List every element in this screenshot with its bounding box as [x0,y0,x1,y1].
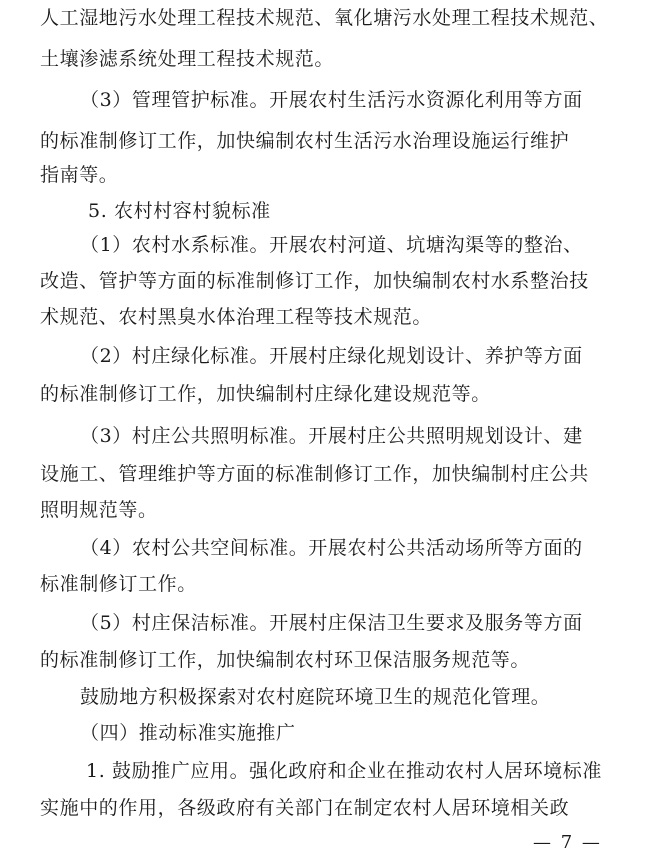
page-number: — 7 — [533,832,602,853]
text-line: 1. 鼓励推广应用。强化政府和企业在推动农村人居环境标准 [86,760,602,782]
text-line: （4）农村公共空间标准。开展农村公共活动场所等方面的 [80,537,583,559]
text-line: （5）村庄保洁标准。开展村庄保洁卫生要求及服务等方面 [80,612,583,634]
text-line: （1）农村水系标准。开展农村河道、坑塘沟渠等的整治、 [80,234,583,256]
text-line: 指南等。 [40,164,119,186]
text-line: 术规范、农村黑臭水体治理工程等技术规范。 [40,306,433,328]
section-heading: （四）推动标准实施推广 [80,722,296,744]
text-line: 实施中的作用，各级政府有关部门在制定农村人居环境相关政 [40,797,570,819]
text-line: 的标准制修订工作，加快编制农村生活污水治理设施运行维护 [40,130,570,152]
text-line: 土壤渗滤系统处理工程技术规范。 [40,48,335,70]
text-line: 人工湿地污水处理工程技术规范、氧化塘污水处理工程技术规范、 [40,7,609,29]
text-line: （2）村庄绿化标准。开展村庄绿化规划设计、养护等方面 [80,345,583,367]
text-line: 改造、管护等方面的标准制修订工作，加快编制农村水系整治技 [40,270,589,292]
text-line: （3）村庄公共照明标准。开展村庄公共照明规划设计、建 [80,425,583,447]
text-line: 的标准制修订工作，加快编制村庄绿化建设规范等。 [40,383,491,405]
text-line: 鼓励地方积极探索对农村庭院环境卫生的规范化管理。 [80,686,551,708]
text-line: 设施工、管理维护等方面的标准制修订工作，加快编制村庄公共 [40,463,589,485]
text-line: 标准制修订工作。 [40,573,197,595]
text-line: 照明规范等。 [40,499,158,521]
section-heading: 5. 农村村容村貌标准 [88,200,271,222]
text-line: 的标准制修订工作，加快编制农村环卫保洁服务规范等。 [40,649,531,671]
text-line: （3）管理管护标准。开展农村生活污水资源化利用等方面 [80,89,583,111]
